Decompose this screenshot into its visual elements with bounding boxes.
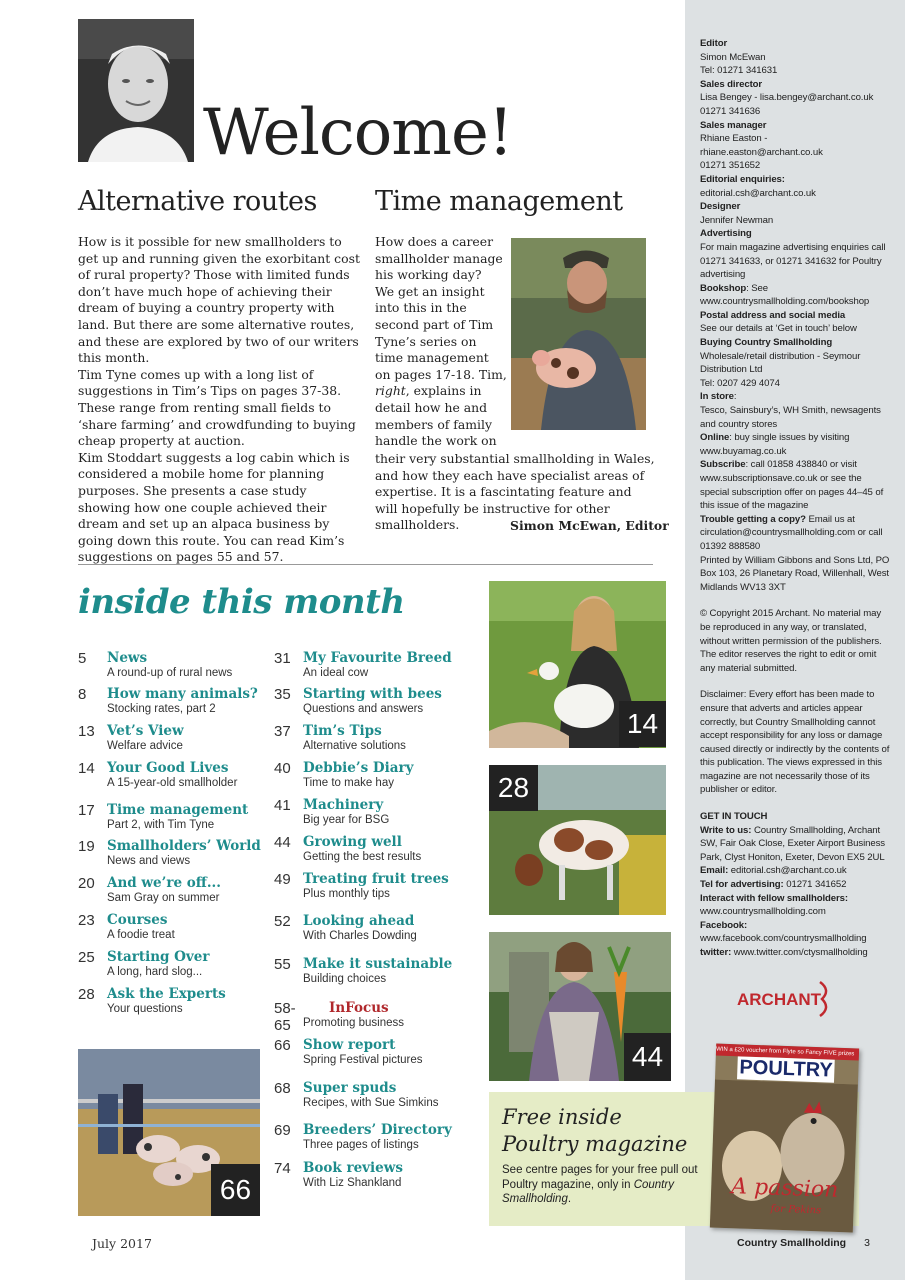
copyright-notice: © Copyright 2015 Archant. No material may be reproduced in any way, or translated, without written permission of the publishers. The editor reserves the right to edit or omit any material submitted. [700, 608, 882, 674]
paragraph: How is it possible for new smallholders to get up and running given the exorbitant cost of rural property? Those with limited funds don’t have much hope of achieving their dream of buying a country property with land. But there are some alternative routes, and these are explored by two of our writers this month. [78, 234, 360, 366]
masthead-block [700, 309, 890, 336]
toc-page-number: 40 [274, 760, 291, 777]
toc-description: Spring Festival pictures [303, 1054, 423, 1066]
masthead-line: Simon McEwan [700, 51, 766, 63]
masthead-block [700, 37, 890, 78]
toc-title: Starting with bees [303, 686, 442, 702]
masthead-label: Postal address and social media [700, 309, 846, 321]
text-line: second part of Tim [375, 316, 494, 332]
masthead-label: Editorial enquiries: [700, 173, 785, 185]
alternative-routes-body [78, 234, 360, 566]
masthead-line: See our details at ‘Get in touch’ below [700, 323, 857, 335]
cover-banner: WIN a £20 voucher from Flyte so Fancy FIVE prizes [716, 1044, 859, 1061]
toc-description: Alternative solutions [303, 740, 406, 752]
cover-script-subtitle: for Pekins [770, 1203, 822, 1217]
toc-description: Getting the best results [303, 851, 422, 863]
page-footer: Country Smallholding 3 [737, 1237, 870, 1249]
toc-page-number: 66 [274, 1037, 291, 1054]
toc-description: With Liz Shankland [303, 1177, 402, 1189]
promo-heading: Free inside Poultry magazine [502, 1105, 688, 1156]
toc-title: Debbie’s Diary [303, 760, 414, 776]
masthead-label: Sales manager [700, 119, 767, 131]
masthead-block: Subscribe: call 01858 438840 or visit www.subscriptionsave.co.uk or see the special subscription offer on pages 44–45 of this issue of the magazine [700, 459, 884, 512]
toc-description: News and views [107, 855, 191, 867]
contact-line: Interact with fellow smallholders: www.countrysmallholding.com [700, 892, 848, 918]
spacer [700, 675, 890, 688]
text-line: his working day? [375, 267, 482, 283]
contact-line: Facebook: www.facebook.com/countrysmallholding [700, 919, 867, 945]
editor-portrait [78, 19, 194, 162]
contact-label: Email: [700, 865, 729, 877]
disclaimer: Disclaimer: Every effort has been made to ensure that adverts and articles appear correctly, but Country Smallholding cannot accept responsibility for any loss or damage caused directly or indirectly by the contents of this publication. The views expressed in this magazine are not necessarily those of its publisher or editor. [700, 689, 890, 796]
toc-page-number: 44 [274, 834, 291, 851]
toc-title: Vet’s View [107, 723, 184, 739]
toc-description: Time to make hay [303, 777, 394, 789]
masthead-line: Jennifer Newman [700, 214, 774, 226]
contact-label: Interact with fellow smallholders: [700, 892, 848, 904]
toc-page-number: 31 [274, 650, 291, 667]
time-management-intro [375, 234, 510, 450]
toc-description: Building choices [303, 973, 387, 985]
toc-page-number: 55 [274, 956, 291, 973]
masthead-block: Bookshop: See www.countrysmallholding.com/bookshop [700, 282, 870, 308]
masthead-label: Subscribe [700, 459, 746, 471]
toc-description: Sam Gray on summer [107, 892, 220, 904]
toc-page-number: 8 [78, 686, 87, 703]
alternative-routes-heading: Alternative routes [78, 186, 317, 217]
toc-description: Promoting business [303, 1017, 404, 1029]
contact-label: Write to us: [700, 824, 752, 836]
toc-description: Big year for BSG [303, 814, 390, 826]
toc-title: Ask the Experts [107, 986, 226, 1002]
page-title: Welcome! [203, 96, 513, 170]
masthead-label: Trouble getting a copy? [700, 513, 806, 525]
toc-title: Smallholders’ World [107, 838, 261, 854]
masthead-block: In store: Tesco, Sainsbury’s, WH Smith, newsagents and country stores [700, 390, 890, 431]
time-management-heading: Time management [375, 186, 623, 217]
toc-title: Machinery [303, 797, 384, 813]
toc-title: Treating fruit trees [303, 871, 449, 887]
toc-page-number: 28 [78, 986, 95, 1003]
contact-label: Tel for advertising: [700, 879, 784, 891]
toc-description: Recipes, with Sue Simkins [303, 1097, 439, 1109]
masthead-block [700, 173, 890, 200]
text-line: smallholder manage [375, 250, 503, 266]
cover-script-title: A passion [730, 1174, 839, 1203]
masthead-block [700, 78, 890, 119]
contact-line: Tel for advertising: 01271 341652 [700, 879, 847, 891]
masthead-block [700, 227, 890, 281]
text-line: detail how he and [375, 399, 488, 415]
toc-page-number: 74 [274, 1160, 291, 1177]
masthead-line: For main magazine advertising enquiries call 01271 341633, or 01271 341632 for Poultry advertising [700, 241, 886, 281]
masthead-line: 01271 351652 [700, 160, 761, 172]
toc-title: InFocus [329, 1000, 389, 1016]
contact-label: twitter: [700, 947, 732, 958]
paragraph: Kim Stoddart suggests a log cabin which is considered a mobile home for planning purposes. She presents a case study showing how one couple achieved their dream and set up an alpaca business by going down this route. You can read Kim’s suggestions on pages 55 and 57. [78, 449, 350, 565]
toc-page-number: 41 [274, 797, 291, 814]
toc-title: Book reviews [303, 1160, 403, 1176]
emphasis: right [375, 383, 406, 399]
masthead-block: Online: buy single issues by visiting www.buyamag.co.uk [700, 432, 850, 457]
masthead-line: editorial.csh@archant.co.uk [700, 187, 816, 199]
poultry-magazine-cover [710, 1044, 859, 1233]
toc-title: Make it sustainable [303, 956, 453, 972]
toc-page-number: 37 [274, 723, 291, 740]
masthead-line: Tesco, Sainsbury’s, WH Smith, newsagents and country stores [700, 405, 881, 430]
masthead-label: Buying Country Smallholding [700, 337, 833, 349]
toc-title: Looking ahead [303, 913, 415, 929]
contact-line: Email: editorial.csh@archant.co.uk [700, 865, 847, 877]
toc-page-number: 49 [274, 871, 291, 888]
masthead-label: Advertising [700, 228, 752, 240]
toc-description: Plus monthly tips [303, 888, 390, 900]
toc-title: Your Good Lives [107, 760, 229, 776]
masthead-line: Tel: 01271 341631 [700, 65, 778, 77]
masthead-line: Rhiane Easton - rhiane.easton@archant.co.uk [700, 133, 823, 158]
masthead-block [700, 200, 890, 227]
masthead-label: Editor [700, 38, 728, 49]
text-line: How does a career [375, 234, 493, 249]
section-divider [78, 564, 653, 565]
masthead-line: Wholesale/retail distribution - Seymour Distribution Ltd [700, 350, 861, 376]
paragraph: Tim Tyne comes up with a long list of suggestions in Tim’s Tips on pages 37-38. These range from renting small fields to ‘share farming’ and crowdfunding to buying cheap property at auction. [78, 366, 356, 449]
toc-page-number: 5 [78, 650, 87, 667]
toc-page-number: 69 [274, 1122, 291, 1139]
toc-title: Time management [107, 802, 249, 818]
toc-description: Questions and answers [303, 703, 424, 715]
toc-page-number: 20 [78, 875, 95, 892]
contact-line: twitter: www.twitter.com/ctysmallholding [700, 947, 868, 958]
page-badge-66: 66 [211, 1164, 260, 1216]
text-line: time management [375, 350, 489, 366]
tim-tyne-photo [511, 238, 646, 430]
toc-title: Growing well [303, 834, 402, 850]
text-line: on pages 17-18. Tim, [375, 366, 507, 382]
masthead-label: Designer [700, 201, 741, 213]
toc-title: My Favourite Breed [303, 650, 452, 666]
masthead-block [700, 336, 890, 390]
masthead-line: Printed by William Gibbons and Sons Ltd, PO Box 103, 26 Planetary Road, Willenhall, West Midlands WV13 3XT [700, 554, 890, 593]
masthead-label: Sales director [700, 78, 763, 90]
toc-description: A round-up of rural news [107, 667, 233, 679]
toc-title: Super spuds [303, 1080, 397, 1096]
masthead-label: Online [700, 432, 730, 444]
masthead-label: In store [700, 391, 734, 403]
text-line: Tyne’s series on [375, 333, 477, 349]
text-line: into this in the [375, 300, 467, 316]
issue-date: July 2017 [92, 1236, 152, 1251]
toc-title: Breeders’ Directory [303, 1122, 452, 1138]
toc-description: A long, hard slog... [107, 966, 203, 978]
toc-title: Show report [303, 1037, 396, 1053]
page-badge-28: 28 [489, 765, 538, 811]
toc-page-number: 52 [274, 913, 291, 930]
toc-title: Courses [107, 912, 168, 928]
toc-page-number: 35 [274, 686, 291, 703]
toc-page-number: 19 [78, 838, 95, 855]
toc-description: Your questions [107, 1003, 183, 1015]
toc-page-number: 25 [78, 949, 95, 966]
toc-title: Tim’s Tips [303, 723, 382, 739]
text-line: members of family [375, 416, 492, 432]
toc-page-number: 13 [78, 723, 95, 740]
masthead-line: Lisa Bengey - lisa.bengey@archant.co.uk [700, 92, 874, 104]
contact-label: Facebook: [700, 919, 748, 931]
toc-page-number: 58-65 [274, 1000, 296, 1034]
spacer [700, 594, 890, 607]
text-line: handle the work on [375, 433, 497, 449]
toc-description: Part 2, with Tim Tyne [107, 819, 215, 831]
toc-page-number: 14 [78, 760, 95, 777]
masthead-block [700, 119, 890, 173]
toc-title: News [107, 650, 148, 666]
page-badge-44: 44 [624, 1033, 671, 1081]
text-line: We get an insight [375, 283, 485, 299]
masthead-line: Tel: 0207 429 4074 [700, 377, 780, 389]
editor-signature: Simon McEwan, Editor [510, 518, 669, 533]
toc-description: With Charles Dowding [303, 930, 417, 942]
spacer [700, 797, 890, 810]
toc-title: Starting Over [107, 949, 210, 965]
page-badge-14: 14 [619, 701, 666, 747]
toc-description: A 15-year-old smallholder [107, 777, 238, 789]
archant-logo: ARCHANT [737, 980, 837, 1020]
text-line: right, explains in [375, 383, 482, 399]
masthead-block: Trouble getting a copy? Email us at circulation@countrysmallholding.com or call 01392 888580 Printed by William Gibbons and Sons Ltd, PO Box 103, 26 Planetary Road, Willenhall, West Midlands WV13 3XT [700, 513, 890, 593]
toc-description: A foodie treat [107, 929, 175, 941]
toc-page-number: 23 [78, 912, 95, 929]
cover-masthead: POULTRY [737, 1056, 835, 1082]
contact-line: Write to us: Country Smallholding, Archant SW, Fair Oak Close, Exeter Airport Business Park, Clyst Honiton, Exeter, Devon EX5 2UL [700, 824, 885, 863]
toc-description: Stocking rates, part 2 [107, 703, 216, 715]
toc-title: And we’re off... [107, 875, 221, 891]
toc-page-number: 17 [78, 802, 95, 819]
toc-description: Welfare advice [107, 740, 183, 752]
masthead-line: 01271 341636 [700, 105, 761, 117]
toc-title: How many animals? [107, 686, 258, 702]
section-title: inside this month [78, 582, 405, 622]
promo-text: See centre pages for your free pull out Poultry magazine, only in Country Smallholding. [502, 1164, 698, 1205]
toc-page-number: 68 [274, 1080, 291, 1097]
toc-description: An ideal cow [303, 667, 369, 679]
masthead-label: Bookshop [700, 282, 747, 294]
toc-description: Three pages of listings [303, 1139, 419, 1151]
get-in-touch-heading: GET IN TOUCH [700, 811, 768, 823]
masthead-info [700, 37, 890, 960]
paragraph: their very substantial smallholding in Wales, and how they each have specialist areas of expertise. It is a fascintating feature and will hopefully be instructive for other smallholders. [375, 451, 655, 533]
